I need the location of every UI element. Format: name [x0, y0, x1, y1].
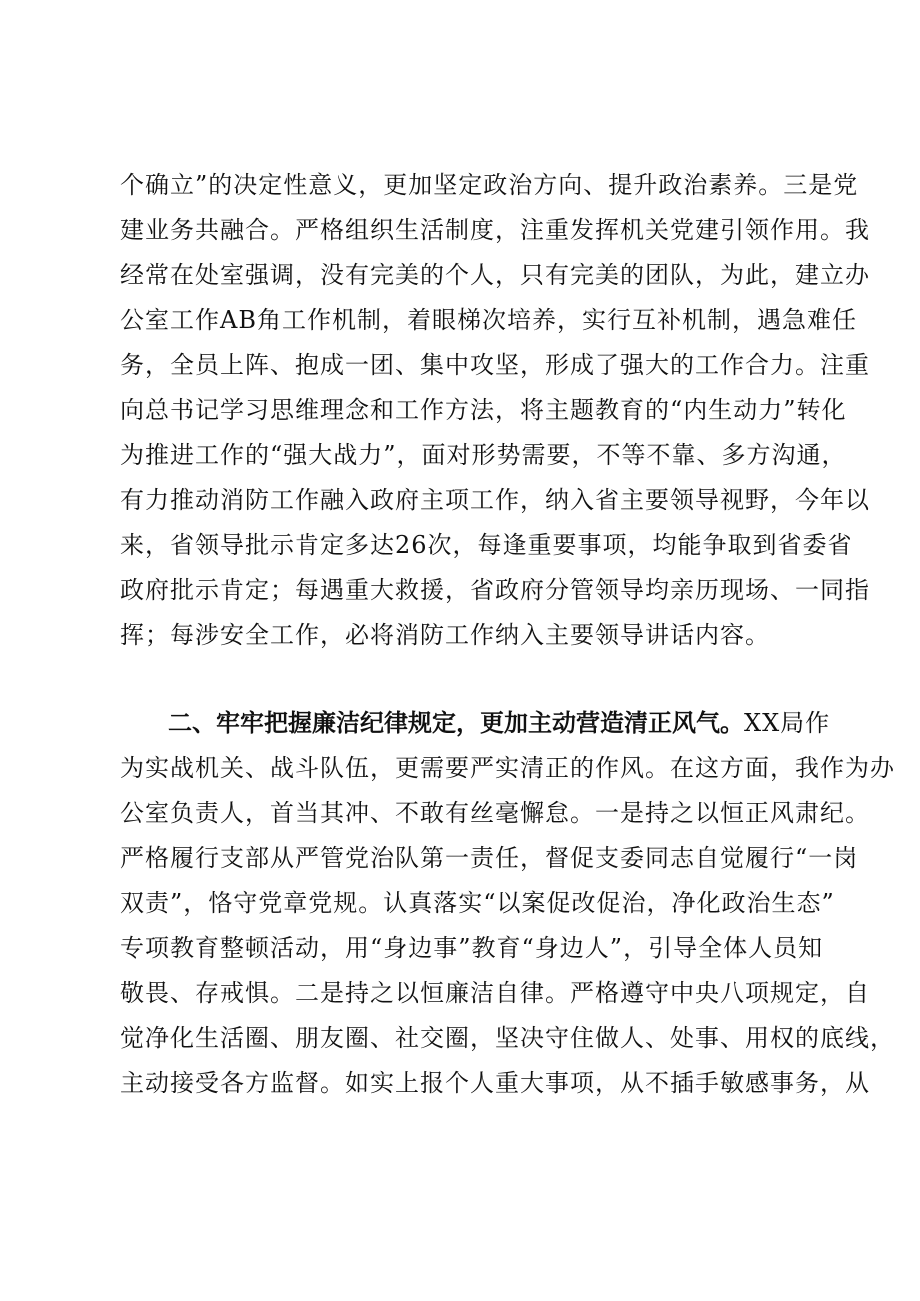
paragraph-1 — [120, 163, 870, 658]
text-line-last: 挥；每涉安全工作，必将消防工作纳入主要领导讲话内容。 — [120, 621, 770, 649]
text-line: 觉净化生活圈、朋友圈、社交圈，坚决守住做人、处事、用权的底线， — [120, 1024, 895, 1052]
text-line: 来，省领导批示肯定多达26次，每逢重要事项，均能争取到省委省 — [120, 531, 853, 559]
heading-line-rest: XX局作 — [744, 709, 831, 737]
text-line: 政府批示肯定；每遇重大救援，省政府分管领导均亲历现场、一同指 — [120, 576, 870, 604]
text-line: 严格履行支部从严管党治队第一责任，督促支委同志自觉履行“一岗 — [120, 844, 859, 872]
paragraph-2 — [120, 701, 895, 1106]
text-line: 为实战机关、战斗队伍，更需要严实清正的作风。在这方面，我作为办 — [120, 754, 895, 782]
text-line: 建业务共融合。严格组织生活制度，注重发挥机关党建引领作用。我 — [120, 216, 870, 244]
text-line: 个确立”的决定性意义，更加坚定政治方向、提升政治素养。三是党 — [120, 171, 859, 199]
text-line: 公室负责人，首当其冲、不敢有丝毫懈怠。一是持之以恒正风肃纪。 — [120, 799, 870, 827]
text-line: 双责”，恪守党章党规。认真落实“以案促改促治，净化政治生态” — [120, 889, 835, 917]
text-line: 有力推动消防工作融入政府主项工作，纳入省主要领导视野，今年以 — [120, 486, 870, 514]
text-line: 务，全员上阵、抱成一团、集中攻坚，形成了强大的工作合力。注重 — [120, 351, 870, 379]
text-line: 为推进工作的“强大战力”，面对形势需要，不等不靠、多方沟通， — [120, 441, 847, 469]
text-line: 向总书记学习思维理念和工作方法，将主题教育的“内生动力”转化 — [120, 396, 847, 424]
section-heading: 二、牢牢把握廉洁纪律规定，更加主动营造清正风气。 — [168, 709, 744, 737]
text-line: 专项教育整顿活动，用“身边事”教育“身边人”，引导全体人员知 — [120, 934, 824, 962]
text-line: 主动接受各方监督。如实上报个人重大事项，从不插手敏感事务，从 — [120, 1069, 870, 1097]
paragraph-2-first-line — [120, 701, 831, 746]
text-line: 敬畏、存戒惧。二是持之以恒廉洁自律。严格遵守中央八项规定，自 — [120, 979, 870, 1007]
text-line: 公室工作AB角工作机制，着眼梯次培养，实行互补机制，遇急难任 — [120, 306, 857, 334]
text-line: 经常在处室强调，没有完美的个人，只有完美的团队，为此，建立办 — [120, 261, 870, 289]
